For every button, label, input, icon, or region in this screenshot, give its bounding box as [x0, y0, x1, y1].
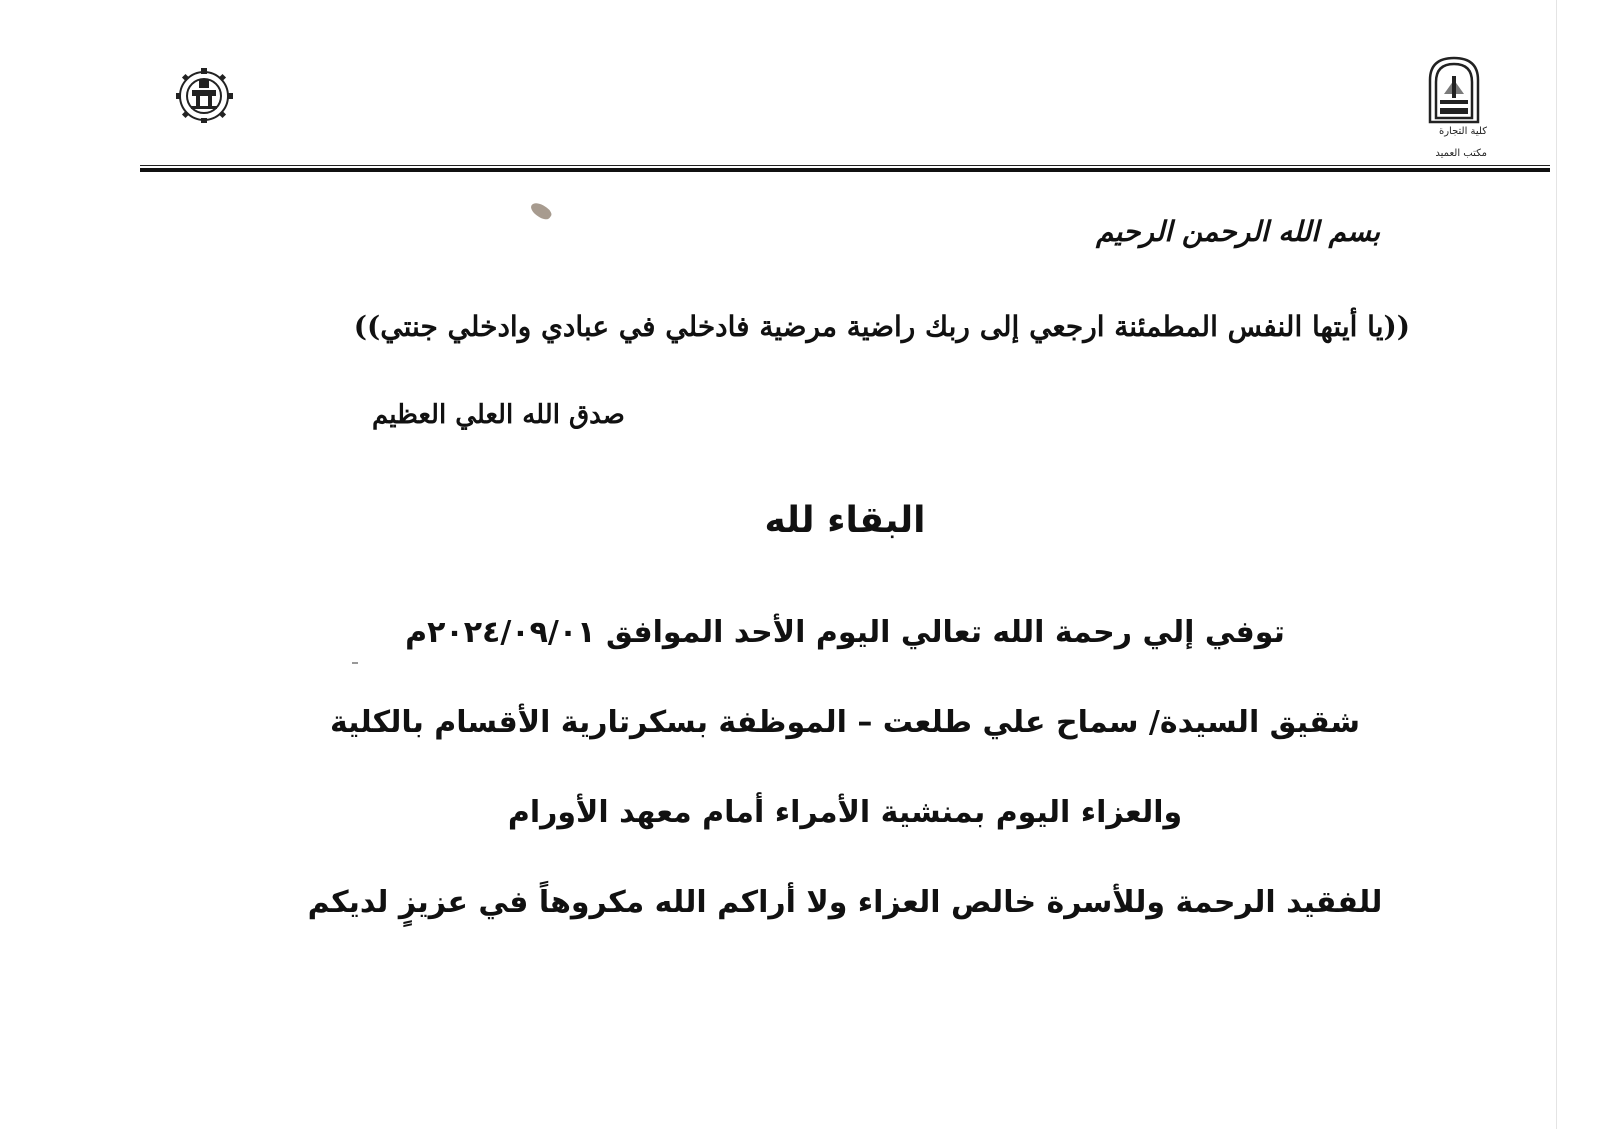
office-name: مكتب العميد: [1435, 148, 1487, 159]
gear-emblem-logo-icon: [172, 62, 238, 124]
basmala: بسم الله الرحمن الرحيم: [1096, 215, 1380, 248]
scan-smudge: [529, 200, 554, 222]
notice-line-death: توفي إلي رحمة الله تعالي اليوم الأحد الموافق ٢٠٢٤/٠٩/٠١م: [405, 615, 1285, 650]
notice-line-relation: شقيق السيدة/ سماح علي طلعت – الموظفة بسكرتارية الأقسام بالكلية: [329, 705, 1361, 740]
scan-dot: [352, 662, 358, 664]
university-arch-logo-icon: [1426, 54, 1482, 124]
faculty-name: كلية التجارة: [1438, 126, 1487, 137]
header-divider: [140, 165, 1550, 172]
quran-verse: ((يا أيتها النفس المطمئنة ارجعي إلى ربك راضية مرضية فادخلي في عبادي وادخلي جنتي)): [353, 310, 1410, 343]
notice-title: البقاء لله: [764, 500, 926, 541]
sadaq-allah: صدق الله العلي العظيم: [372, 400, 625, 430]
notice-line-venue: والعزاء اليوم بمنشية الأمراء أمام معهد الأورام: [507, 795, 1183, 830]
scan-edge-line: [1556, 0, 1557, 1129]
notice-line-condolence: للفقيد الرحمة وللأسرة خالص العزاء ولا أراكم الله مكروهاً في عزيزٍ لديكم: [307, 885, 1383, 920]
